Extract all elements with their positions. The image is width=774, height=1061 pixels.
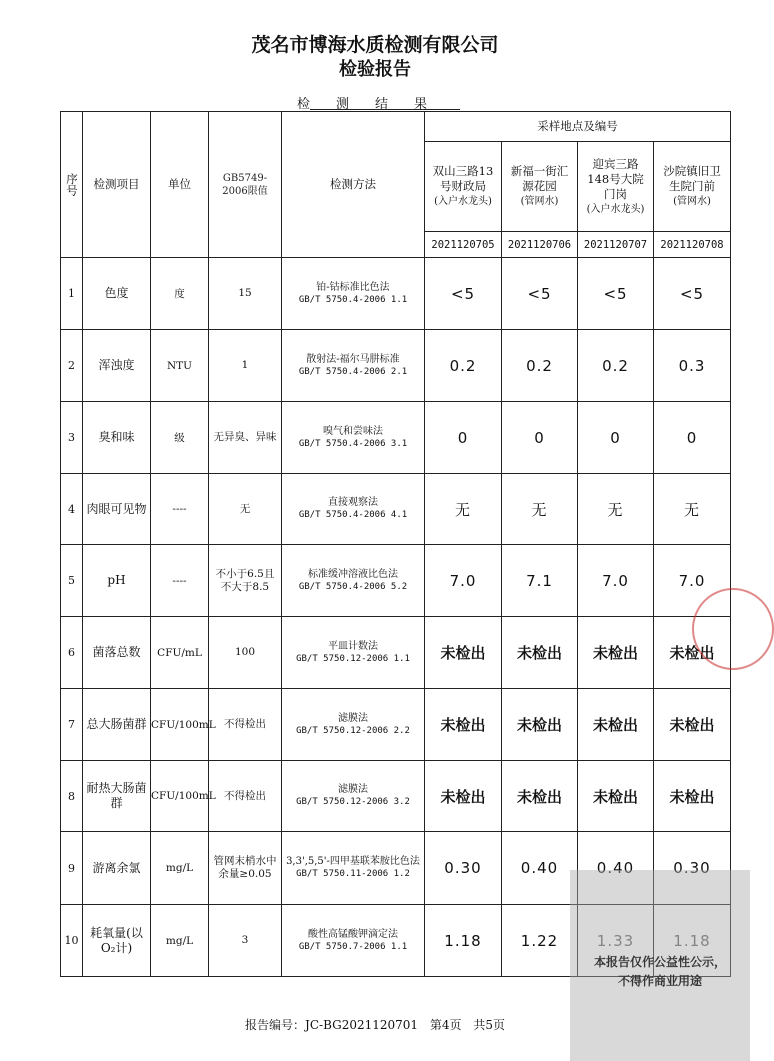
- limit-value: 不小于6.5且不大于8.5: [209, 545, 282, 617]
- result-value-2: 未检出: [502, 761, 578, 832]
- result-value-3: 7.0: [578, 545, 654, 617]
- limit-value: 无: [209, 474, 282, 545]
- page-number: 第4页: [429, 1018, 462, 1032]
- method-name: 直接观察法: [328, 497, 378, 508]
- result-value-2: 未检出: [502, 689, 578, 761]
- limit-value: 不得检出: [209, 689, 282, 761]
- test-method: [282, 258, 425, 330]
- sample-code-2: 2021120706: [502, 232, 578, 258]
- limit-value: 100: [209, 617, 282, 689]
- result-value-1: 0.2: [425, 330, 502, 402]
- result-value-3: 未检出: [578, 689, 654, 761]
- unit: ----: [151, 474, 209, 545]
- method-standard: GB/T 5750.7-2006 1.1: [298, 941, 408, 952]
- test-method: [282, 689, 425, 761]
- limit-value: 15: [209, 258, 282, 330]
- table-row: [61, 402, 731, 474]
- result-value-4: 0: [654, 402, 731, 474]
- test-method: [282, 330, 425, 402]
- unit: CFU/100mL: [151, 689, 209, 761]
- result-value-4: 1.18: [654, 905, 731, 977]
- method-standard: GB/T 5750.12-2006 1.1: [296, 653, 410, 664]
- header-unit: 单位: [151, 112, 209, 258]
- method-name: 滤膜法: [338, 712, 368, 724]
- result-value-3: 0.2: [578, 330, 654, 402]
- test-method: [282, 761, 425, 832]
- method-standard: GB/T 5750.11-2006 1.2: [296, 869, 410, 879]
- table-row: [61, 545, 731, 617]
- header-item: 检测项目: [83, 112, 151, 258]
- sample-code-3: 2021120707: [578, 232, 654, 258]
- location-4: 沙院镇旧卫生院门前 (管网水): [654, 142, 731, 232]
- result-value-2: 1.22: [502, 905, 578, 977]
- method-standard: GB/T 5750.4-2006 1.1: [298, 294, 408, 305]
- result-value-1: <5: [425, 258, 502, 330]
- row-number: 8: [61, 761, 83, 832]
- result-value-2: 无: [502, 474, 578, 545]
- table-row: [61, 689, 731, 761]
- result-value-1: 7.0: [425, 545, 502, 617]
- method-name: 标准缓冲溶液比色法: [308, 568, 398, 580]
- table-row: [61, 330, 731, 402]
- result-value-2: 0.2: [502, 330, 578, 402]
- method-name: 平皿计数法: [328, 640, 378, 652]
- method-name: 嗅气和尝味法: [323, 425, 383, 437]
- test-item: 色度: [83, 258, 151, 330]
- test-item: pH: [83, 545, 151, 617]
- method-name: 散射法-福尔马肼标准: [306, 353, 400, 365]
- unit: ----: [151, 545, 209, 617]
- unit: NTU: [151, 330, 209, 402]
- watermark-text: 本报告仅作公益性公示，不得作商业用途: [593, 955, 726, 988]
- unit: mg/L: [151, 832, 209, 905]
- row-number: 9: [61, 832, 83, 905]
- result-value-3: 未检出: [578, 617, 654, 689]
- row-number: 2: [61, 330, 83, 402]
- header-seq: 序号: [61, 112, 83, 258]
- limit-value: 无异臭、异味: [209, 402, 282, 474]
- test-method: [282, 617, 425, 689]
- test-method: [282, 474, 425, 545]
- result-value-1: 未检出: [425, 617, 502, 689]
- result-value-4: <5: [654, 258, 731, 330]
- limit-value: 3: [209, 905, 282, 977]
- method-name: 酸性高锰酸钾滴定法: [308, 928, 398, 940]
- table-row: [61, 474, 731, 545]
- report-number: 报告编号：JC-BG2021120701: [245, 1018, 419, 1032]
- document-title: 检验报告: [339, 59, 411, 80]
- result-value-4: 未检出: [654, 761, 731, 832]
- unit: mg/L: [151, 905, 209, 977]
- header-sampling: 采样地点及编号: [425, 112, 731, 142]
- test-item: 菌落总数: [83, 617, 151, 689]
- result-value-1: 无: [425, 474, 502, 545]
- result-value-2: 0: [502, 402, 578, 474]
- test-item: 总大肠菌群: [83, 689, 151, 761]
- limit-value: 管网末梢水中余量≥0.05: [209, 832, 282, 905]
- unit: 级: [151, 402, 209, 474]
- test-item: 浑浊度: [83, 330, 151, 402]
- method-standard: GB/T 5750.4-2006 5.2: [298, 581, 408, 592]
- sample-code-1: 2021120705: [425, 232, 502, 258]
- report-footer: [0, 1016, 750, 1033]
- result-value-1: 1.18: [425, 905, 502, 977]
- result-value-3: 0.40: [578, 832, 654, 905]
- row-number: 1: [61, 258, 83, 330]
- row-number: 7: [61, 689, 83, 761]
- method-standard: GB/T 5750.4-2006 4.1: [298, 510, 408, 520]
- method-name: 铂-钴标准比色法: [316, 281, 390, 293]
- section-title: 检测结果: [296, 97, 453, 112]
- limit-value: 1: [209, 330, 282, 402]
- test-item: 耗氧量(以O₂计): [83, 905, 151, 977]
- method-standard: GB/T 5750.4-2006 2.1: [298, 366, 408, 377]
- method-name: 滤膜法: [338, 784, 368, 795]
- result-value-2: 未检出: [502, 617, 578, 689]
- test-method: [282, 545, 425, 617]
- result-value-3: 1.33: [578, 905, 654, 977]
- result-value-3: 未检出: [578, 761, 654, 832]
- result-value-4: 7.0: [654, 545, 731, 617]
- test-method: [282, 905, 425, 977]
- test-item: 臭和味: [83, 402, 151, 474]
- company-stamp: [692, 588, 774, 670]
- limit-value: 不得检出: [209, 761, 282, 832]
- table-row: [61, 617, 731, 689]
- location-2: 新福一街汇源花园 (管网水): [502, 142, 578, 232]
- unit: CFU/mL: [151, 617, 209, 689]
- table-row: [61, 761, 731, 832]
- row-number: 3: [61, 402, 83, 474]
- page-total: 共5页: [473, 1018, 505, 1032]
- sample-code-4: 2021120708: [654, 232, 731, 258]
- result-value-1: 0: [425, 402, 502, 474]
- result-value-4: 未检出: [654, 617, 731, 689]
- result-value-1: 未检出: [425, 689, 502, 761]
- table-row: [61, 258, 731, 330]
- header-limit: GB5749-2006限值: [209, 112, 282, 258]
- method-standard: GB/T 5750.4-2006 3.1: [298, 438, 408, 449]
- unit: 度: [151, 258, 209, 330]
- location-1: 双山三路13号财政局 (入户水龙头): [425, 142, 502, 232]
- result-value-3: 无: [578, 474, 654, 545]
- result-value-3: <5: [578, 258, 654, 330]
- method-name: 3,3',5,5'-四甲基联苯胺比色法: [286, 856, 420, 867]
- method-standard: GB/T 5750.12-2006 2.2: [296, 725, 410, 736]
- result-value-4: 0.3: [654, 330, 731, 402]
- location-3: 迎宾三路148号大院门岗 (入户水龙头): [578, 142, 654, 232]
- result-value-4: 0.30: [654, 832, 731, 905]
- result-value-4: 未检出: [654, 689, 731, 761]
- method-standard: GB/T 5750.12-2006 3.2: [296, 797, 410, 807]
- row-number: 10: [61, 905, 83, 977]
- test-method: [282, 832, 425, 905]
- result-value-2: 0.40: [502, 832, 578, 905]
- results-table: [60, 111, 731, 977]
- test-item: 耐热大肠菌群: [83, 761, 151, 832]
- test-method: [282, 402, 425, 474]
- test-item: 游离余氯: [83, 832, 151, 905]
- result-value-2: 7.1: [502, 545, 578, 617]
- row-number: 5: [61, 545, 83, 617]
- result-value-3: 0: [578, 402, 654, 474]
- result-value-1: 0.30: [425, 832, 502, 905]
- row-number: 6: [61, 617, 83, 689]
- company-name: 茂名市博海水质检测有限公司: [251, 34, 499, 56]
- result-value-2: <5: [502, 258, 578, 330]
- unit: CFU/100mL: [151, 761, 209, 832]
- row-number: 4: [61, 474, 83, 545]
- section-underline: [310, 109, 460, 110]
- result-value-1: 未检出: [425, 761, 502, 832]
- header-method: 检测方法: [282, 112, 425, 258]
- result-value-4: 无: [654, 474, 731, 545]
- test-item: 肉眼可见物: [83, 474, 151, 545]
